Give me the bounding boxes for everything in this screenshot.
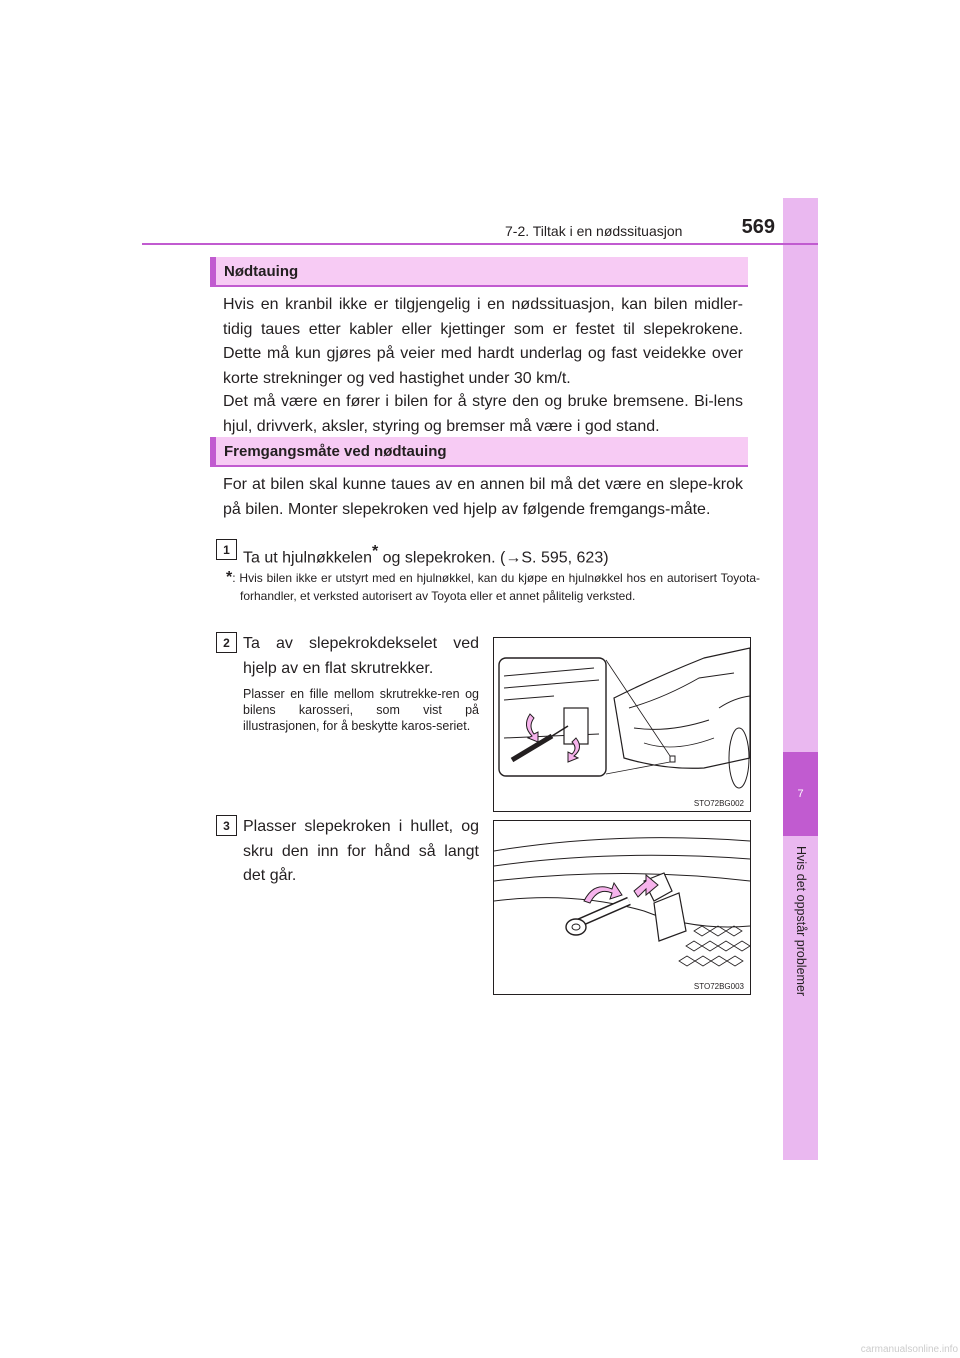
step-1-text-after: og slepekroken. (→S. 595, 623) xyxy=(378,549,609,567)
chapter-label: Hvis det oppstår problemer xyxy=(794,846,808,997)
section-heading-procedure xyxy=(210,437,748,467)
section-heading-emergency-towing xyxy=(210,257,748,287)
illustration-remove-cover-drawing xyxy=(494,638,750,811)
step-1-text xyxy=(243,540,753,571)
footnote-text: : Hvis bilen ikke er utstyrt med en hjulnøkkel, kan du kjøpe en hjulnøkkel hos en autorisert Toyota-forhandler, et verksted autorisert av Toyota eller et annet pålitelig verksted. xyxy=(232,571,760,603)
step-number-3: 3 xyxy=(216,815,237,836)
step-1-star: * xyxy=(371,543,379,560)
paragraph-procedure-intro: For at bilen skal kunne taues av en annen bil må det være en slepe-krok på bilen. Monter slepekroken ved hjelp av følgende fremgangs-måte. xyxy=(223,476,743,518)
header-rule xyxy=(142,243,818,245)
illustration-insert-hook-drawing xyxy=(494,821,750,994)
running-header: 7-2. Tiltak i en nødssituasjon xyxy=(505,223,683,239)
footnote-star: * xyxy=(226,569,233,586)
illustration-code: STO72BG002 xyxy=(693,799,744,808)
section-title: Fremgangsmåte ved nødtauing xyxy=(224,442,447,460)
illustration-remove-cover xyxy=(493,637,751,812)
paragraph-towing-intro: Hvis en kranbil ikke er tilgjengelig i en nødssituasjon, kan bilen midler-tidig taues etter kabler eller kjettinger som er festet til slepekrokene. Dette må kun gjøres på veier med hardt underlag og fast veidekke over korte strekninger og ved hastighet under 30 km/t. xyxy=(223,296,743,387)
step-2-text: Ta av slepekrokdekselet ved hjelp av en flat skrutrekker. xyxy=(243,635,479,677)
step-2-note: Plasser en fille mellom skrutrekke-ren og bilens karosseri, som vist på illustrasjonen, for å beskytte karos-seriet. xyxy=(243,687,479,733)
step-1-text-before: Ta ut hjulnøkkelen xyxy=(243,549,372,567)
page-number: 569 xyxy=(741,216,775,238)
watermark: carmanualsonline.info xyxy=(860,1344,958,1355)
section-accent xyxy=(210,437,216,467)
step-number-1: 1 xyxy=(216,539,237,560)
section-title: Nødtauing xyxy=(224,262,299,280)
section-accent xyxy=(210,257,216,287)
paragraph-driver-requirements: Det må være en fører i bilen for å styre den og bruke bremsene. Bi-lens hjul, drivverk, aksler, styring og bremser må være i god stand. xyxy=(223,393,743,435)
illustration-insert-hook xyxy=(493,820,751,995)
footnote xyxy=(226,569,760,605)
chapter-number-tab: 7 xyxy=(783,752,818,836)
illustration-code: STO72BG003 xyxy=(693,982,744,991)
step-3-text: Plasser slepekroken i hullet, og skru den inn for hånd så langt det går. xyxy=(243,818,479,884)
step-number-2: 2 xyxy=(216,632,237,653)
